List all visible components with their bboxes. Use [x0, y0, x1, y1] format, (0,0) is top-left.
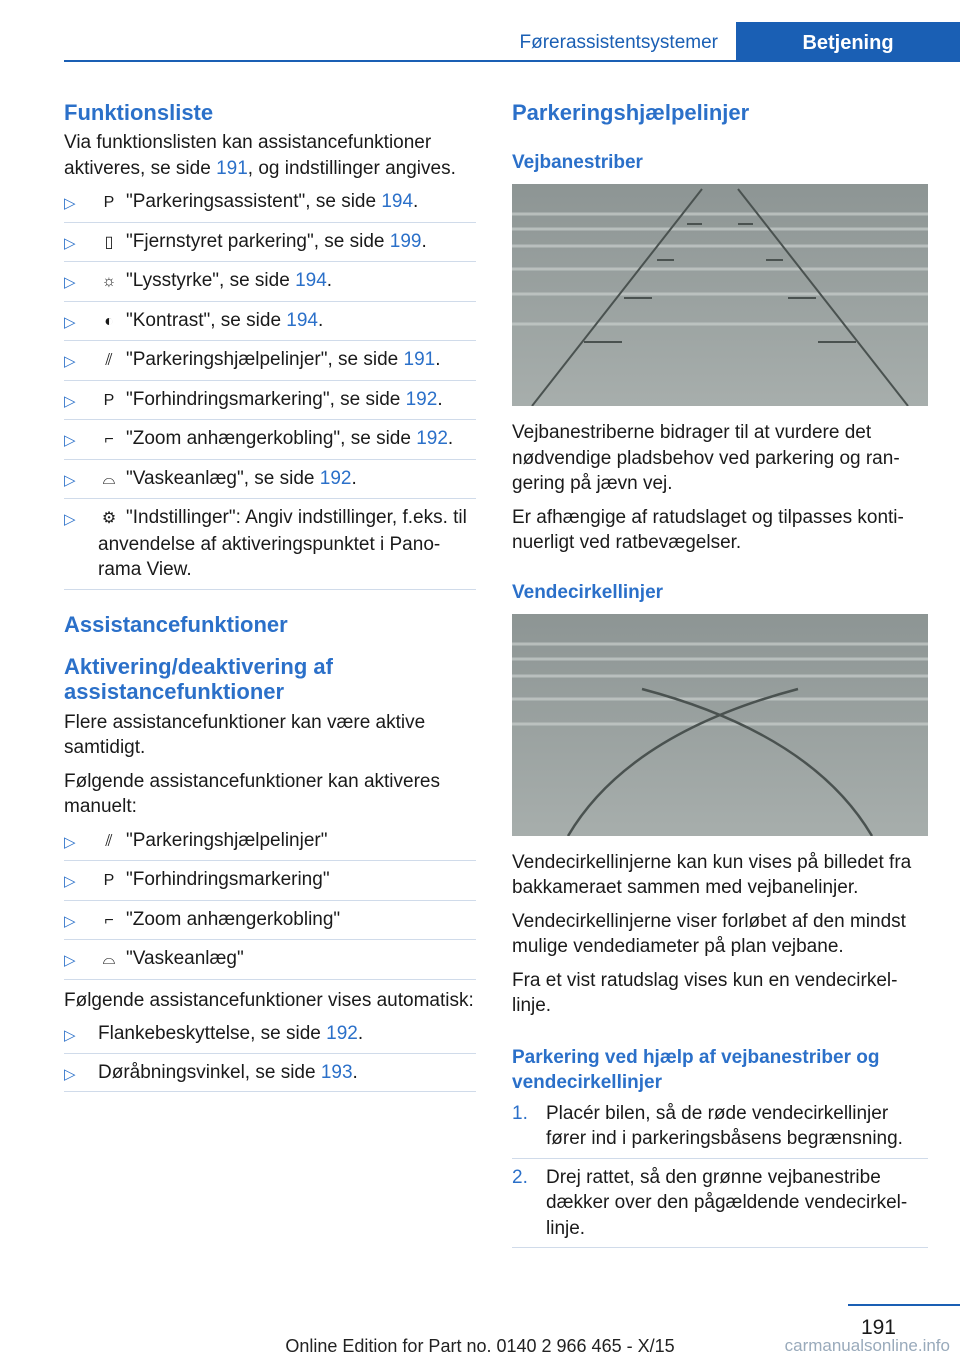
trailer-zoom-icon: ⌐: [104, 431, 114, 448]
bullet-triangle-icon: ▷: [64, 432, 76, 449]
page-header: [0, 0, 960, 62]
header-chapter-tab: Betjening: [736, 22, 960, 62]
page-link[interactable]: 191: [216, 157, 248, 179]
list-item-text: "Vaskeanlæg", se side: [126, 467, 320, 489]
bullet-triangle-icon: ▷: [64, 353, 76, 370]
function-list: [64, 189, 476, 590]
punctuation: .: [413, 191, 419, 212]
page-link[interactable]: 192: [326, 1023, 358, 1044]
punctuation: .: [357, 1023, 364, 1044]
list-item: [64, 907, 476, 941]
parking-assistant-icon: P: [103, 194, 115, 211]
list-item: [64, 229, 476, 263]
bullet-triangle-icon: ▷: [64, 952, 76, 969]
bullet-triangle-icon: ▷: [64, 313, 76, 331]
right-column: [512, 100, 928, 1254]
punctuation: .: [447, 428, 454, 449]
auto-display-text: Følgende assistancefunktioner vises automatisk:: [64, 989, 474, 1011]
list-item: [64, 268, 476, 302]
parking-steps: [512, 1101, 928, 1249]
list-item-text: "Indstillinger": Angiv indstillinger, f.eks. til anvendelse af aktiveringspunktet i Panorama View.: [98, 507, 467, 580]
edition-note: Online Edition for Part no. 0140 2 966 465 - X/15: [285, 1336, 675, 1356]
list-item-text: "Parkeringshjælpelinjer", se side: [126, 349, 404, 370]
bullet-triangle-icon: ▷: [64, 873, 76, 890]
page-link[interactable]: 191: [403, 349, 436, 370]
turning-circle-heading: Vendecirkellinjer: [512, 581, 664, 603]
manual-activation-text: Følgende assistancefunktioner kan aktiveres manuelt:: [64, 770, 440, 817]
punctuation: .: [318, 309, 324, 331]
page-link[interactable]: 192: [319, 467, 352, 489]
turning-circle-text-1: Vendecirkellinjerne kan kun vises på billedet fra bakkameraet sammen med vejbanelinjer.: [512, 851, 912, 898]
car-wash-icon: ⌓: [102, 470, 116, 488]
punctuation: .: [421, 230, 427, 252]
step-text: Drej rattet, så den grønne vejbanestribe dækker over den pågældende vendecirkellinje.: [546, 1166, 908, 1239]
bullet-triangle-icon: ▷: [64, 234, 76, 252]
turning-circle-text-2: Vendecirkellinjerne viser forløbet af den mindst mulige vendediameter på plan vejbane.: [512, 910, 906, 957]
turning-circle-text-3: Fra et vist ratudslag vises kun en vendecirkellinje.: [512, 969, 898, 1016]
footer-rule: [848, 1304, 960, 1306]
punctuation: .: [435, 349, 441, 370]
manual-function-list: [64, 828, 476, 980]
auto-function-list: [64, 1021, 476, 1092]
step-text: Placér bilen, så de røde vendecirkellinjer fører ind i parkeringsbåsens begrænsning.: [546, 1102, 903, 1149]
trailer-zoom-icon: ⌐: [104, 911, 114, 929]
remote-parking-icon: ▯: [104, 233, 114, 251]
list-item-text: "Vaskeanlæg": [126, 948, 244, 969]
list-item-text: "Parkeringsassistent", se side: [126, 191, 382, 212]
obstacle-marking-icon: P: [103, 391, 115, 409]
bullet-triangle-icon: ▷: [64, 511, 76, 528]
bullet-triangle-icon: ▷: [64, 912, 76, 930]
list-item-text: Døråbningsvinkel, se side: [98, 1061, 321, 1083]
list-item-text: "Kontrast", se side: [126, 309, 287, 331]
page-link[interactable]: 199: [389, 230, 422, 252]
header-rule: [64, 60, 960, 62]
bullet-triangle-icon: ▷: [64, 1027, 76, 1044]
lane-lines-text-1: Vejbanestriberne bidrager til at vurdere det nødvendige pladsbehov ved parkering og rangering på jævn vej.: [512, 422, 900, 494]
step-item: [512, 1101, 928, 1159]
list-item-text: "Forhindringsmarkering", se side: [126, 388, 406, 410]
list-item: [64, 189, 476, 223]
list-item-text: "Zoom anhængerkobling": [126, 908, 341, 930]
function-list-heading: Funktionsliste: [64, 100, 214, 125]
page-link[interactable]: 194: [381, 191, 414, 212]
list-item-text: "Forhindringsmarkering": [126, 869, 330, 890]
list-item: [64, 387, 476, 421]
settings-gear-icon: ⚙: [101, 510, 117, 527]
parking-lines-icon: ⫽: [105, 832, 113, 850]
step-number: 1.: [512, 1102, 528, 1124]
punctuation: .: [352, 1061, 358, 1083]
parking-lines-heading: Parkeringshjælpelinjer: [512, 100, 750, 125]
list-item: [64, 466, 476, 500]
bullet-triangle-icon: ▷: [64, 471, 76, 489]
list-item: [64, 426, 476, 460]
multi-active-text: Flere assistancefunktioner kan være aktive samtidigt.: [64, 711, 426, 758]
list-item-text: Flankebeskyttelse, se side: [98, 1023, 327, 1044]
list-item: [64, 1021, 476, 1054]
list-item: [64, 1060, 476, 1093]
assist-functions-heading: Assistancefunktioner: [64, 611, 288, 637]
parking-procedure-heading: Parkering ved hjælp af vejbanestriber og vendecirkellinjer: [512, 1046, 880, 1093]
list-item-text: "Lysstyrke", se side: [126, 270, 296, 291]
list-item: [64, 347, 476, 381]
page-link[interactable]: 194: [286, 309, 318, 331]
lane-lines-text-2: Er afhængige af ratudslaget og tilpasses kontinuerligt ved ratbevægelser.: [512, 506, 904, 553]
watermark-logo: carmanualsonline.info: [784, 1336, 950, 1355]
activation-heading: Aktivering/deaktivering af assistancefunktioner: [64, 653, 333, 704]
punctuation: .: [437, 388, 443, 410]
list-item: [64, 828, 476, 862]
bullet-triangle-icon: ▷: [64, 392, 76, 410]
punctuation: .: [326, 270, 333, 291]
page-link[interactable]: 193: [320, 1061, 353, 1083]
left-column: [64, 100, 476, 1100]
bullet-triangle-icon: ▷: [64, 195, 76, 212]
list-item: [64, 946, 476, 980]
turning-circle-image: [512, 614, 928, 836]
punctuation: .: [351, 467, 357, 489]
car-wash-icon: ⌓: [102, 951, 116, 968]
step-number: 2.: [512, 1166, 528, 1188]
lane-lines-image: [512, 184, 928, 406]
step-item: [512, 1165, 928, 1249]
list-item: [64, 308, 476, 342]
bullet-triangle-icon: ▷: [64, 1065, 76, 1083]
contrast-icon: ◐: [104, 312, 114, 330]
bullet-triangle-icon: ▷: [64, 274, 76, 291]
list-item: [64, 867, 476, 901]
page-number: 191: [860, 1316, 896, 1339]
parking-lines-icon: ⫽: [105, 352, 113, 369]
function-list-intro: Via funktionslisten kan assistancefunktioner aktiveres, se side 191, og indstillinger angives.: [64, 132, 456, 179]
page-link[interactable]: 194: [295, 270, 327, 291]
page-link[interactable]: 192: [416, 428, 448, 449]
list-item-text: "Parkeringshjælpelinjer": [126, 829, 328, 851]
brightness-icon: ☼: [101, 273, 117, 290]
page-link[interactable]: 192: [405, 388, 438, 410]
obstacle-marking-icon: P: [103, 872, 115, 889]
bullet-triangle-icon: ▷: [64, 833, 76, 851]
list-item-text: "Zoom anhængerkobling", se side: [126, 428, 417, 449]
list-item: [64, 505, 476, 590]
lane-lines-heading: Vejbanestriber: [512, 152, 643, 173]
header-section-title: Førerassistentsystemer: [519, 32, 718, 53]
list-item-text: "Fjernstyret parkering", se side: [126, 230, 390, 252]
